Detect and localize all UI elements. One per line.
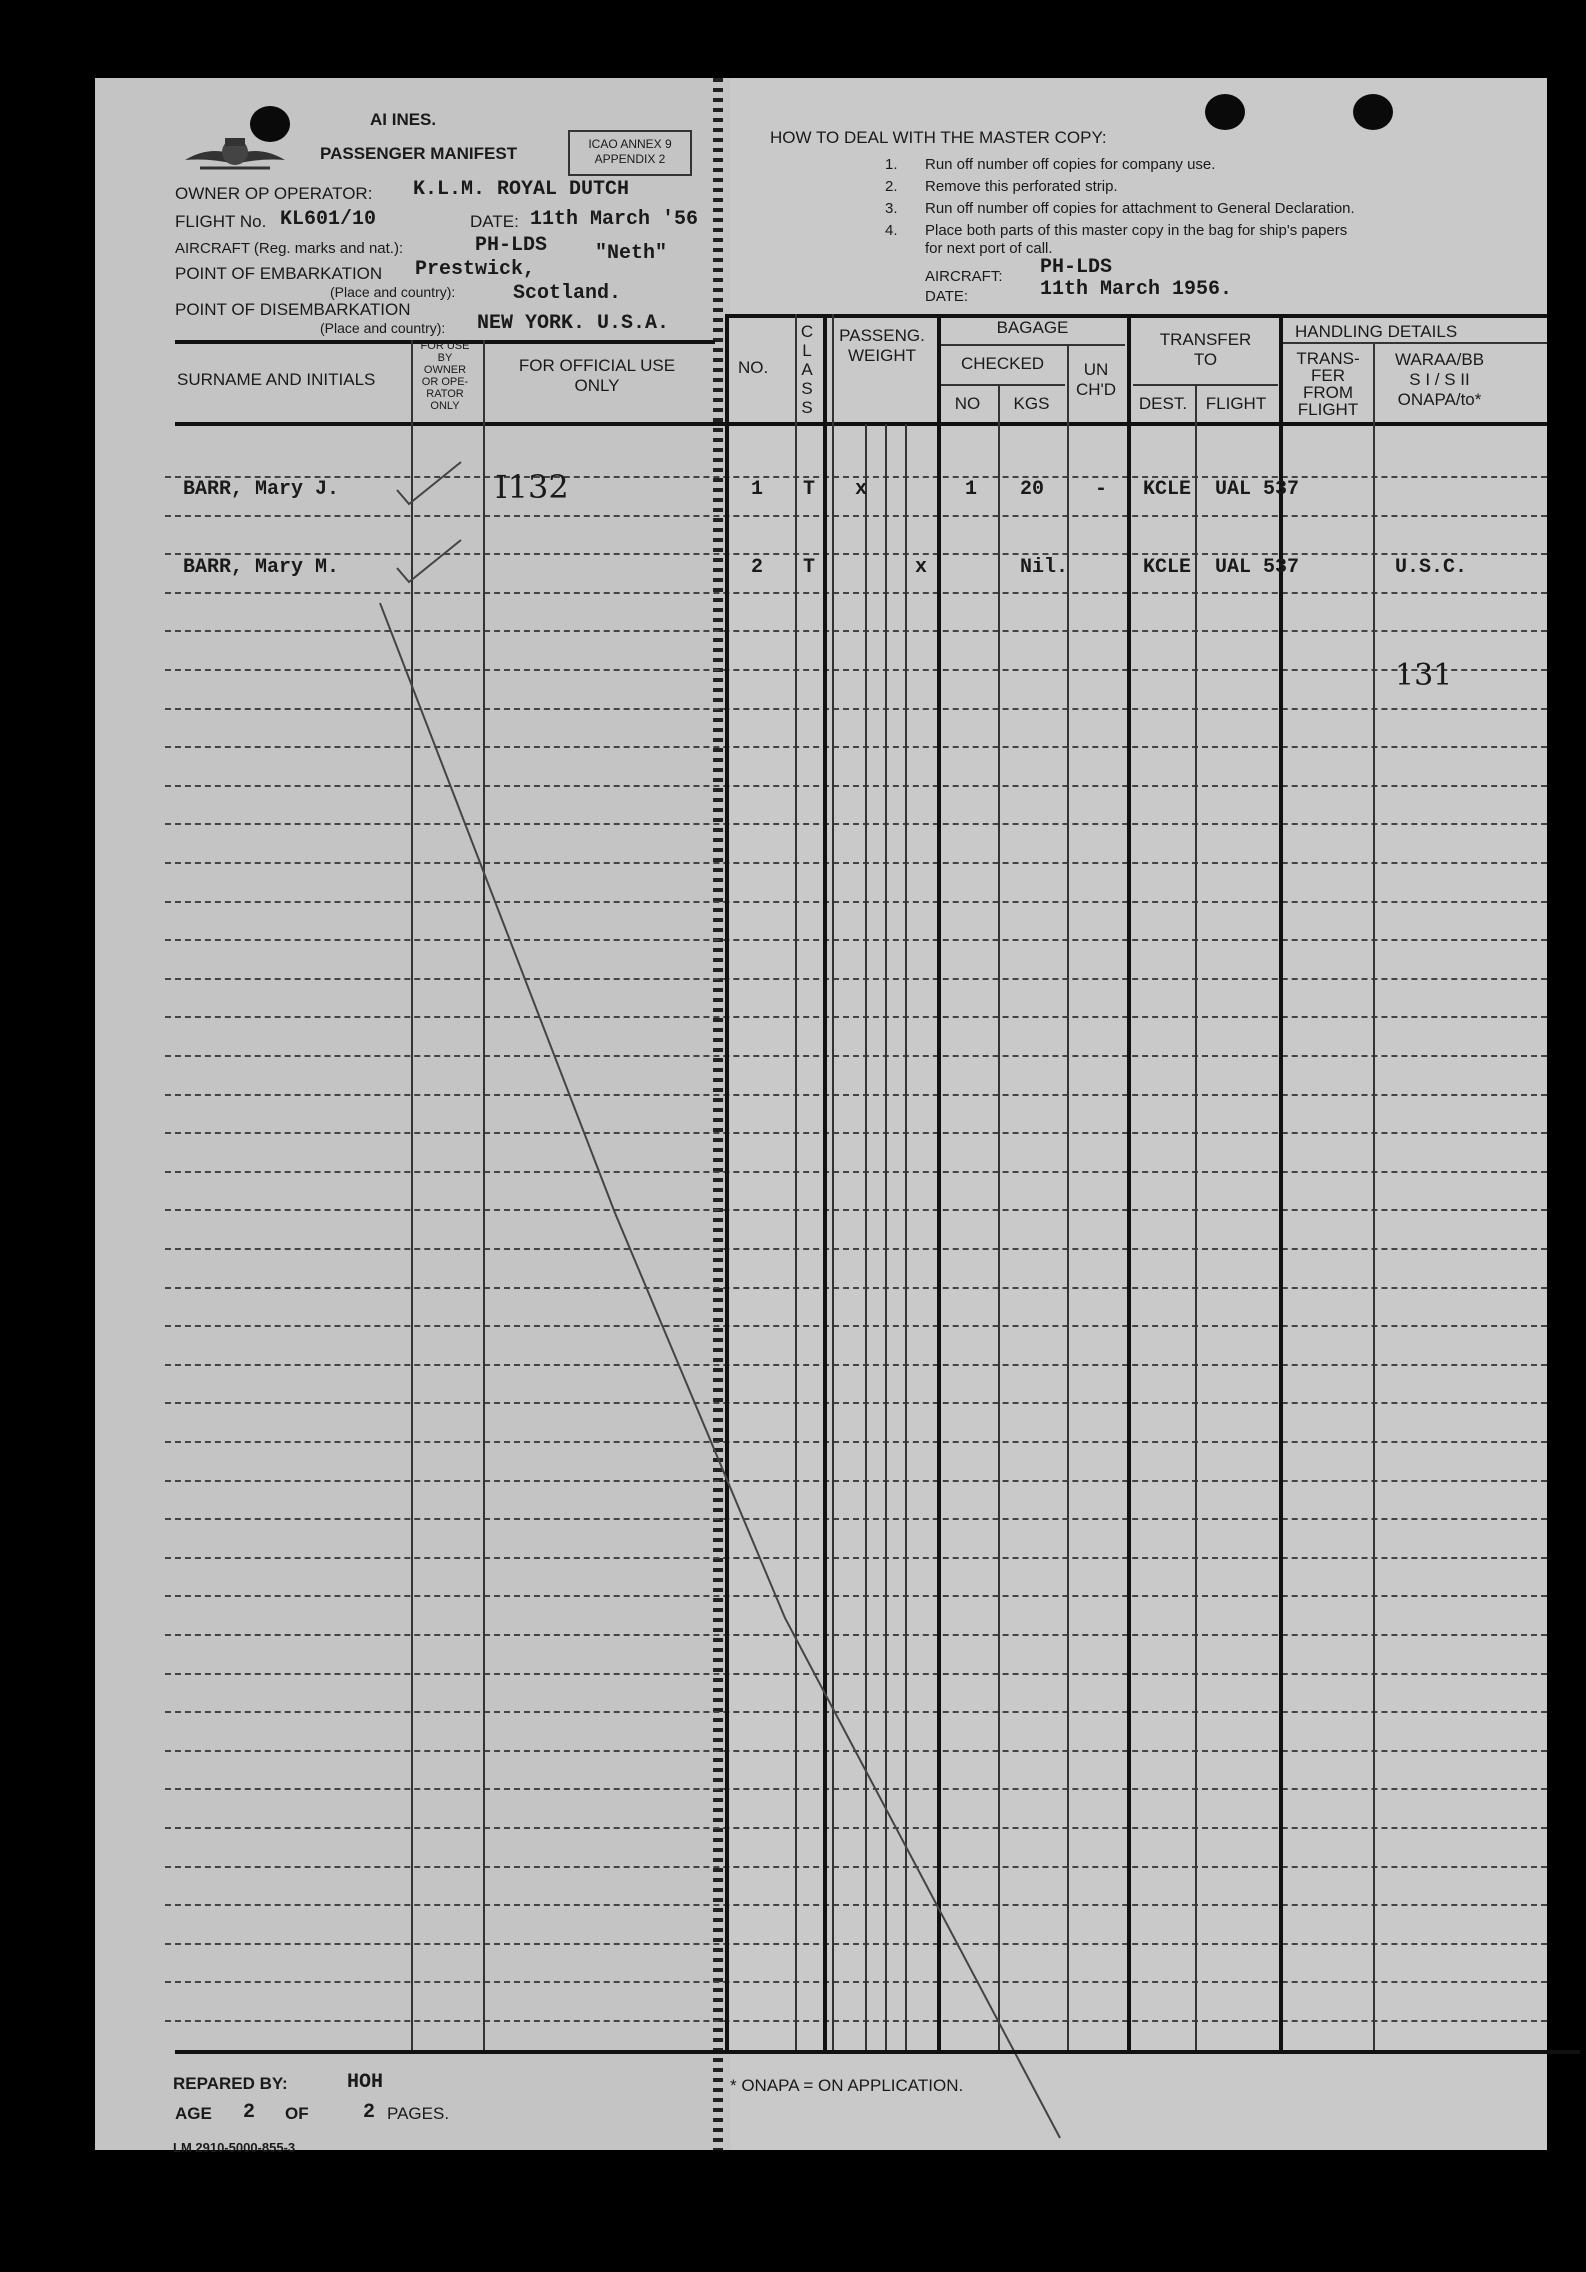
col-dest: DEST. bbox=[1138, 394, 1188, 413]
instructions-title: HOW TO DEAL WITH THE MASTER COPY: bbox=[770, 128, 1107, 147]
official-use-mark: I132 bbox=[495, 468, 569, 506]
instruction-number: 3. bbox=[885, 200, 898, 217]
of-label: OF bbox=[285, 2104, 309, 2123]
weight-mark: x bbox=[915, 556, 928, 579]
col-transfer: TRANSFER TO bbox=[1159, 330, 1252, 369]
owner-label: OWNER OP OPERATOR: bbox=[175, 184, 373, 203]
col-surname: SURNAME AND INITIALS bbox=[177, 370, 376, 389]
handwritten-cancel-line bbox=[95, 78, 1547, 2150]
embark-label: POINT OF EMBARKATION bbox=[175, 264, 383, 283]
unchecked-bags: - bbox=[1095, 478, 1108, 501]
instruction-number: 2. bbox=[885, 178, 898, 195]
pages-label: PAGES. bbox=[387, 2104, 450, 2123]
col-flight: FLIGHT bbox=[1205, 394, 1267, 413]
weight-mark: x bbox=[855, 478, 868, 501]
col-unchd: UN CH'D bbox=[1075, 360, 1117, 399]
instruction-number: 4. bbox=[885, 222, 898, 239]
aircraft-label: AIRCRAFT (Reg. marks and nat.): bbox=[175, 240, 404, 257]
aircraft-nat: "Neth" bbox=[595, 242, 668, 265]
instruction-text: Run off number off copies for attachment to General Declaration. bbox=[925, 200, 1355, 217]
form-code: LM 2910-5000-855-3 bbox=[173, 2140, 296, 2155]
waraa-value: U.S.C. bbox=[1395, 556, 1468, 579]
passenger-name: BARR, Mary J. bbox=[183, 478, 340, 501]
icao-line2: APPENDIX 2 bbox=[594, 152, 666, 166]
instructions-aircraft-label: AIRCRAFT: bbox=[925, 268, 1003, 285]
airline-name: AI INES. bbox=[370, 110, 437, 129]
page-value: 2 bbox=[243, 2101, 256, 2124]
transfer-dest: KCLE bbox=[1143, 556, 1192, 579]
page-annotation: 131 bbox=[1395, 658, 1453, 693]
owner-value: K.L.M. ROYAL DUTCH bbox=[413, 178, 630, 201]
place-country: (Place and country): bbox=[330, 284, 456, 300]
col-checked: CHECKED bbox=[960, 354, 1045, 373]
col-no: NO. bbox=[738, 358, 769, 377]
manifest-document bbox=[95, 78, 1547, 2155]
transfer-flight: UAL 537 bbox=[1215, 478, 1300, 501]
flight-label: FLIGHT No. bbox=[175, 212, 267, 231]
instruction-number: 1. bbox=[885, 156, 898, 173]
disembark-value: NEW YORK. U.S.A. bbox=[477, 312, 670, 335]
bag-kgs: 20 bbox=[1020, 478, 1045, 501]
flight-value: KL601/10 bbox=[280, 208, 377, 231]
bag-count: 1 bbox=[965, 478, 978, 501]
instruction-text: Remove this perforated strip. bbox=[925, 178, 1118, 195]
passenger-no: 1 bbox=[751, 478, 764, 501]
place-country-2: (Place and country): bbox=[320, 320, 446, 336]
date-label: DATE: bbox=[470, 212, 519, 231]
date-value: 11th March '56 bbox=[530, 208, 699, 231]
transfer-flight: UAL 537 bbox=[1215, 556, 1300, 579]
passenger-class: T bbox=[803, 556, 816, 579]
disembark-label: POINT OF DISEMBARKATION bbox=[175, 300, 411, 319]
manifest-title: PASSENGER MANIFEST bbox=[320, 144, 518, 163]
col-bagage: BAGAGE bbox=[996, 318, 1069, 337]
prepared-label: REPARED BY: bbox=[173, 2074, 288, 2093]
instruction-text: Run off number off copies for company use. bbox=[925, 156, 1216, 173]
col-kgs: KGS bbox=[1013, 394, 1050, 413]
col-owner-use: FOR USE BY OWNER OR OPE- RATOR ONLY bbox=[420, 340, 470, 412]
bag-kgs: Nil. bbox=[1020, 556, 1069, 579]
col-handling: HANDLING DETAILS bbox=[1295, 322, 1458, 341]
col-passeng-weight: PASSENG. WEIGHT bbox=[839, 326, 925, 365]
embark-country: Scotland. bbox=[513, 282, 622, 305]
transfer-dest: KCLE bbox=[1143, 478, 1192, 501]
page-label: AGE bbox=[175, 2104, 212, 2123]
col-bag-no: NO bbox=[954, 394, 981, 413]
passenger-class: T bbox=[803, 478, 816, 501]
instructions-aircraft-value: PH-LDS bbox=[1040, 256, 1113, 279]
col-transfer-from: TRANS- FER FROM FLIGHT bbox=[1296, 349, 1360, 419]
instructions-item4-cont: for next port of call. bbox=[925, 240, 1053, 257]
embark-value: Prestwick, bbox=[415, 258, 536, 281]
of-value: 2 bbox=[363, 2101, 376, 2124]
instructions-date-value: 11th March 1956. bbox=[1040, 278, 1233, 301]
onapa-note: * ONAPA = ON APPLICATION. bbox=[730, 2076, 964, 2095]
instructions-date-label: DATE: bbox=[925, 288, 969, 305]
col-class: C L A S S bbox=[800, 322, 814, 417]
passenger-name: BARR, Mary M. bbox=[183, 556, 340, 579]
prepared-value: HOH bbox=[347, 2071, 384, 2094]
passenger-no: 2 bbox=[751, 556, 764, 579]
col-official-use: FOR OFFICIAL USE ONLY bbox=[518, 356, 676, 395]
col-waraa: WARAA/BB S I / S II ONAPA/to* bbox=[1394, 350, 1485, 409]
instruction-text: Place both parts of this master copy in the bag for ship's papers bbox=[925, 222, 1348, 239]
aircraft-value: PH-LDS bbox=[475, 234, 548, 257]
icao-line1: ICAO ANNEX 9 bbox=[588, 137, 672, 151]
